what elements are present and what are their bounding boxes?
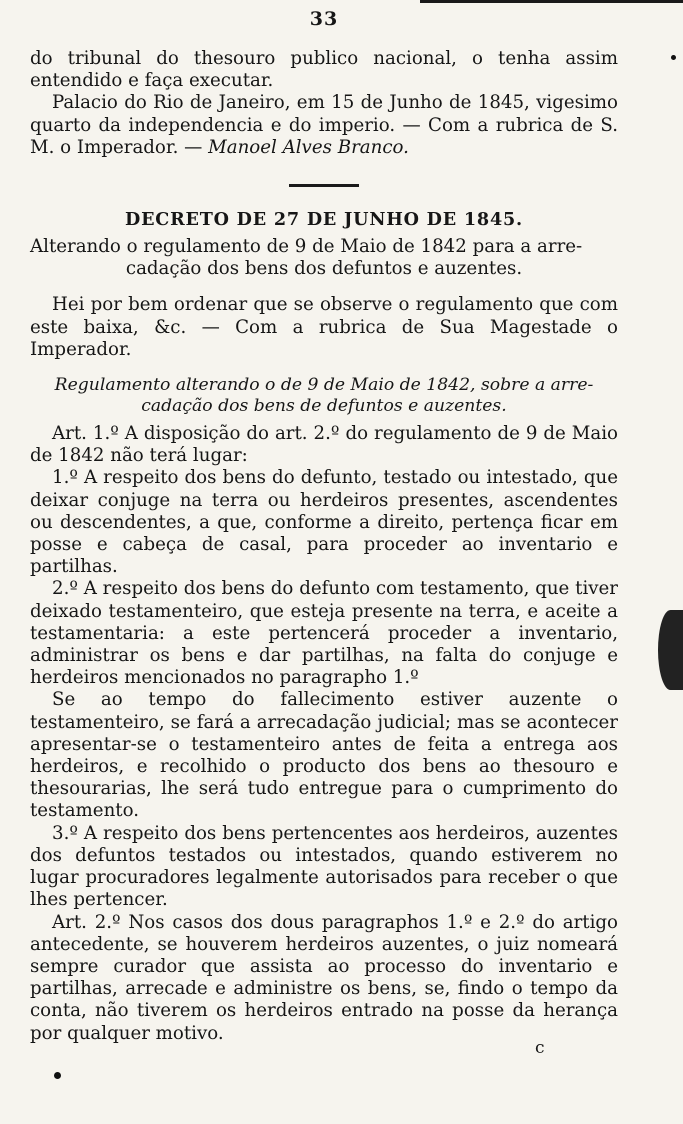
article-1-paragraph-2: 2.º A respeito dos bens do defunto com testamento, que tiver deixado testamenteiro, que esteja presente na terra, e aceite a testamentaria: a este pertencerá proceder a inventario, administrar os bens e dar partilhas, na falta do conjuge e herdeiros mencionados no paragrapho 1.º	[30, 578, 618, 689]
decree-title: DECRETO DE 27 DE JUNHO DE 1845.	[125, 209, 523, 231]
regulation-title-line1: Regulamento alterando o de 9 de Maio de 1842, sobre a arre-	[54, 375, 594, 396]
dating-paragraph	[30, 92, 618, 159]
decree-order: Hei por bem ordenar que se observe o regulamento que com este baixa, &c. — Com a rubrica de Sua Magestade o Imperador.	[30, 294, 618, 360]
minister-signature: Manoel Alves Branco.	[208, 136, 409, 158]
regulation-title-line2: cadação dos bens de defuntos e auzentes.	[141, 396, 507, 417]
intro-text: do tribunal do thesouro publico nacional, o tenha assim entendido e faça executar.	[30, 48, 618, 92]
article-1-paragraph-3: 3.º A respeito dos bens pertencentes aos herdeiros, auzentes dos defuntos testados ou intestados, quando estiverem no lugar procuradores legalmente autorisados para receber o que lhes pertencer.	[30, 822, 618, 911]
regulation-title	[30, 375, 618, 417]
document-page	[30, 0, 618, 1045]
article-2: Art. 2.º Nos casos dos dous paragraphos 1.º e 2.º do artigo antecedente, se houverem herdeiros auzentes, o juiz nomeará sempre curador que assista ao processo do inventario e partilhas, arrecade e administre os bens, se, findo o tempo da conta, não tiverem os herdeiros entrado na posse da herança por qualquer motivo.	[30, 911, 618, 1044]
decree-subtitle-line2: cadação dos bens dos defuntos e auzentes.	[125, 258, 523, 280]
margin-dot	[671, 55, 676, 60]
article-1-paragraph-1: 1.º A respeito dos bens do defunto, testado ou intestado, que deixar conjuge na terra ou herdeiros presentes, ascendentes ou descendentes, a que, conforme a direito, pertença ficar em posse e cabeça de casal, para proceder ao inventario e partilhas.	[30, 467, 618, 578]
decree-subtitle	[30, 236, 618, 280]
decree-subtitle-line1: Alterando o regulamento de 9 de Maio de 1842 para a arre-	[30, 236, 583, 258]
signature-mark: c	[535, 1038, 545, 1058]
dating-text: Palacio do Rio de Janeiro, em 15 de Junho de 1845, vigesimo quarto da independencia e do imperio. — Com a rubrica de S. M. o Imperador. —	[30, 92, 618, 158]
article-1-paragraph-2b: Se ao tempo do fallecimento estiver auzente o testamenteiro, se fará a arrecadação judicial; mas se acontecer apresentar-se o testamenteiro antes de feita a entrega aos herdeiros, e recolhido o producto dos bens ao thesouro e thesourarias, lhe será tudo entregue para o cumprimento do testamento.	[30, 689, 618, 822]
section-divider	[289, 184, 359, 187]
article-1: Art. 1.º A disposição do art. 2.º do regulamento de 9 de Maio de 1842 não terá lugar:	[30, 423, 618, 467]
ink-blot	[658, 610, 683, 690]
margin-dot	[54, 1072, 61, 1079]
intro-paragraph	[30, 48, 618, 92]
page-number: 33	[309, 8, 339, 30]
